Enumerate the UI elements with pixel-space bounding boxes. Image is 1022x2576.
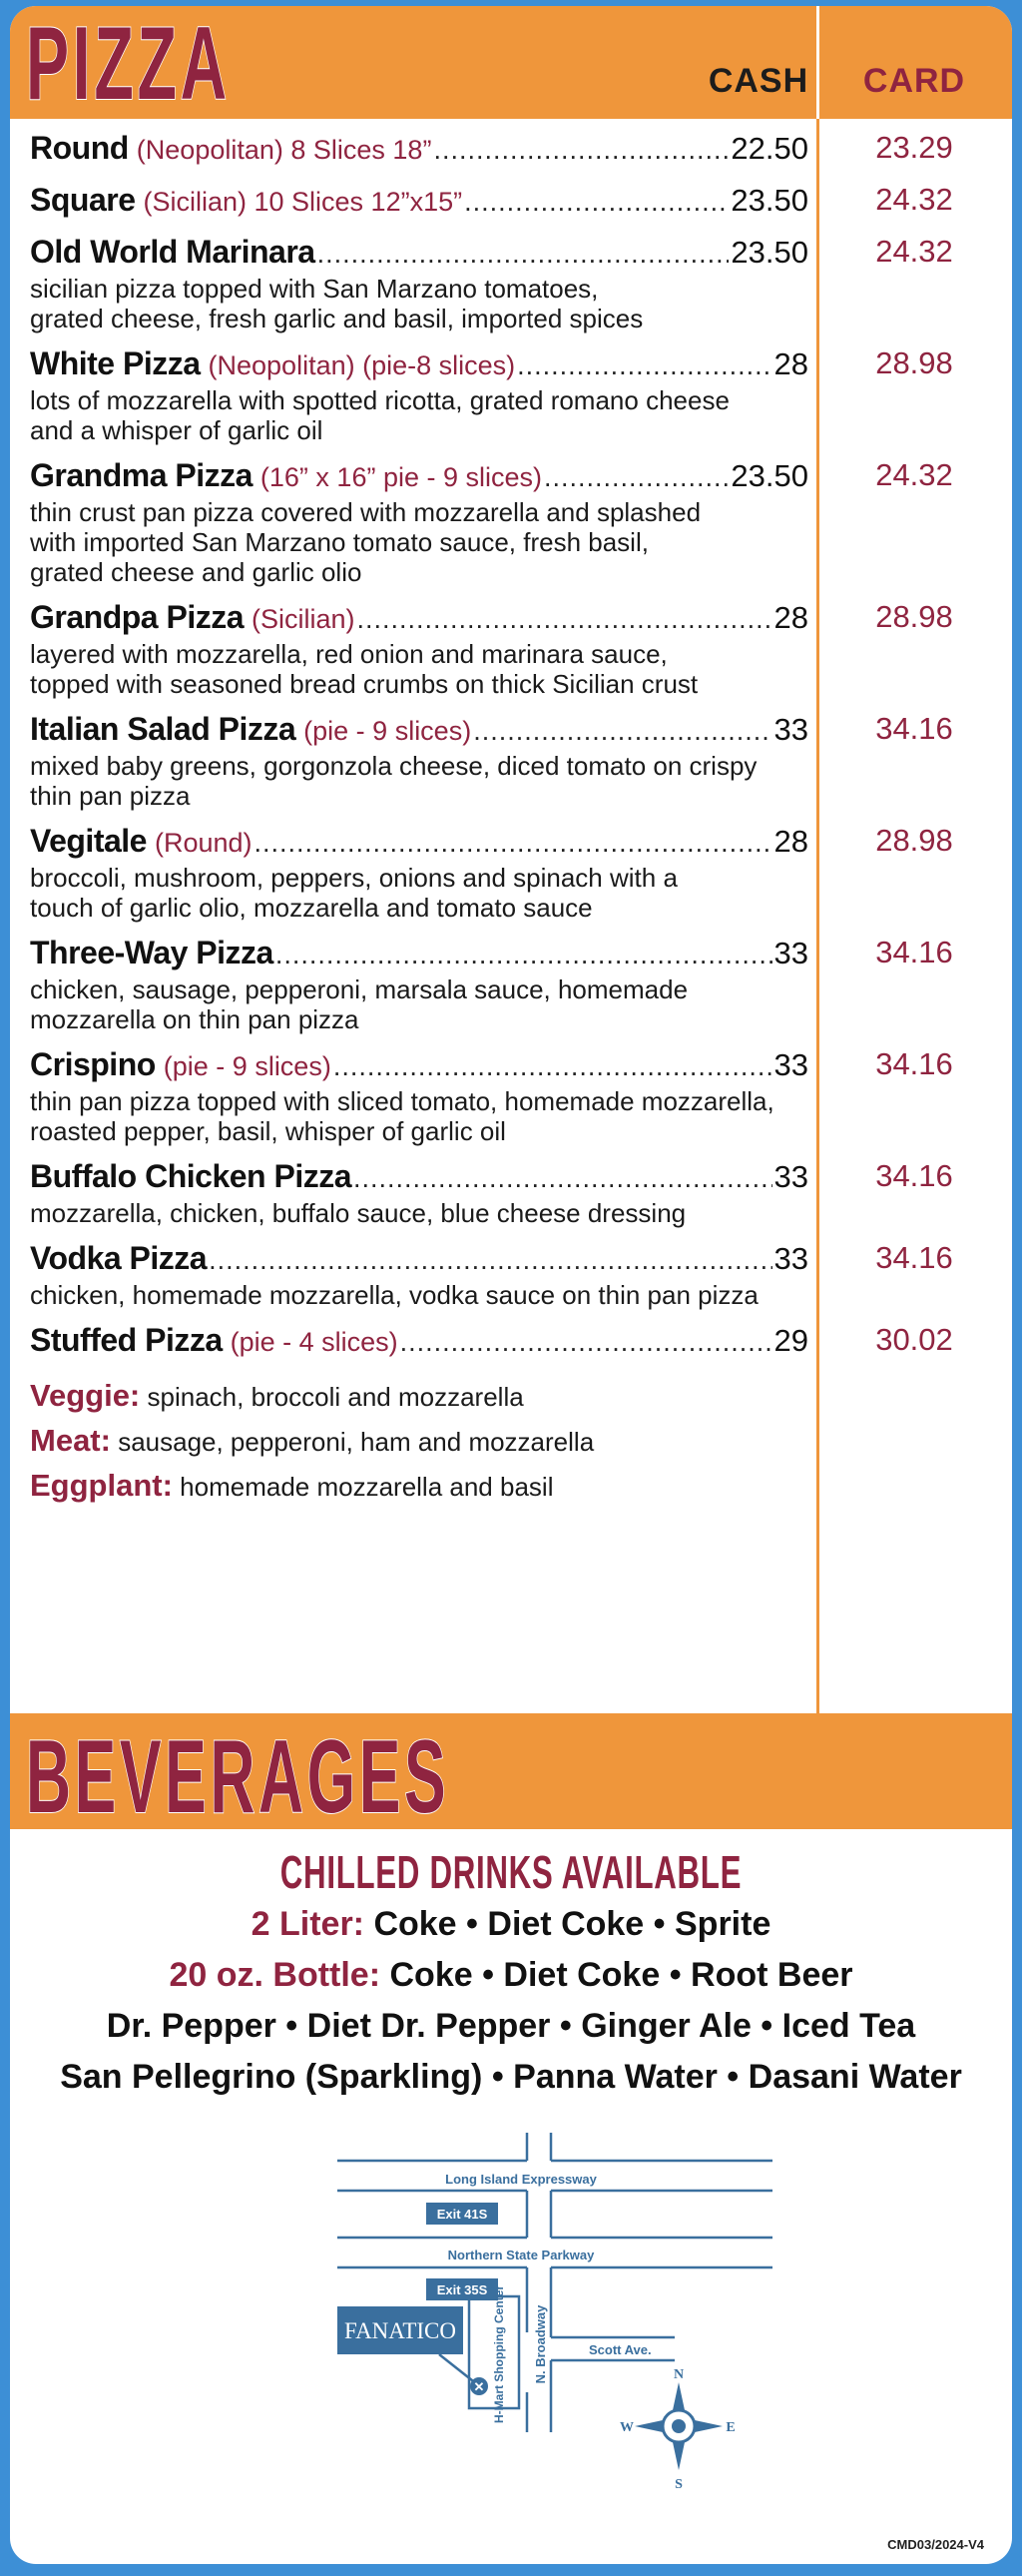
svg-text:S: S — [675, 2477, 683, 2492]
stuffed-option-label: Eggplant: — [30, 1468, 173, 1503]
column-divider — [816, 6, 819, 1713]
menu-item-note: (pie - 9 slices) — [303, 716, 472, 746]
menu-item-name: Vegitale — [30, 823, 147, 859]
menu-item — [30, 711, 953, 811]
menu-item-note: (pie - 4 slices) — [230, 1327, 398, 1357]
menu-item-description: mixed baby greens, gorgonzola cheese, diced tomato on crispy — [30, 751, 758, 781]
card-price: 34.16 — [875, 1240, 953, 1275]
dot-leader — [255, 828, 772, 859]
cash-price: 28 — [773, 824, 808, 859]
menu-item-description: lots of mozzarella with spotted ricotta, grated romano cheese — [30, 385, 730, 415]
card-price: 30.02 — [875, 1322, 953, 1357]
menu-item-description: chicken, homemade mozzarella, vodka sauce on thin pan pizza — [30, 1280, 759, 1310]
menu-item-description: touch of garlic olio, mozzarella and tomato sauce — [30, 893, 593, 923]
menu-item-description: thin pan pizza — [30, 781, 191, 811]
beverage-label-bottle: 20 oz. Bottle: — [169, 1956, 381, 1994]
cash-price: 23.50 — [731, 235, 808, 270]
menu-page — [10, 6, 1012, 2564]
cash-price: 23.50 — [731, 458, 808, 493]
beverage-line-3: Dr. Pepper • Diet Dr. Pepper • Ginger Ale • Iced Tea — [106, 2007, 916, 2045]
menu-item-line — [30, 1322, 808, 1362]
menu-item-name: Stuffed Pizza — [30, 1322, 223, 1358]
stuffed-option-label: Veggie: — [30, 1378, 141, 1413]
cash-price: 29 — [773, 1323, 808, 1358]
card-price: 23.29 — [875, 130, 953, 165]
menu-item-name: Old World Marinara — [30, 234, 315, 270]
menu-item-description: topped with seasoned bread crumbs on thick Sicilian crust — [30, 669, 699, 699]
menu-item-name: Italian Salad Pizza — [30, 711, 296, 747]
menu-item-line — [30, 935, 808, 974]
menu-item-note: (Neopolitan) (pie-8 slices) — [208, 350, 516, 380]
menu-item-line — [30, 234, 808, 274]
menu-item-line — [30, 1240, 808, 1280]
menu-item — [30, 182, 953, 222]
menu-item — [30, 599, 953, 699]
beverage-label-2-liter: 2 Liter: — [251, 1905, 364, 1943]
beverage-text-bottle: Coke • Diet Coke • Root Beer — [389, 1956, 853, 1994]
fanatico-logo: FANATICO — [343, 2318, 457, 2343]
map-street-scott: Scott Ave. — [589, 2342, 652, 2357]
stuffed-option-text: homemade mozzarella and basil — [180, 1472, 554, 1502]
menu-item-description: grated cheese, fresh garlic and basil, imported spices — [30, 304, 644, 333]
menu-item-note: (Neopolitan) 8 Slices 18” — [136, 135, 432, 165]
menu-item — [30, 1046, 953, 1146]
menu-item-description: layered with mozzarella, red onion and marinara sauce, — [30, 639, 668, 669]
menu-item-name: Buffalo Chicken Pizza — [30, 1158, 351, 1194]
menu-item — [30, 234, 953, 333]
beverages-header — [10, 1713, 1012, 1835]
cash-price: 28 — [773, 600, 808, 635]
menu-item-description: grated cheese and garlic olio — [30, 557, 362, 587]
menu-item-name: Round — [30, 130, 129, 166]
card-price: 34.16 — [875, 1046, 953, 1081]
stuffed-option — [30, 1419, 808, 1464]
beverages-subtitle: CHILLED DRINKS AVAILABLE — [279, 1846, 743, 1898]
dot-leader — [517, 350, 771, 381]
exit-35s-label: Exit 35S — [436, 2282, 488, 2297]
cash-price: 22.50 — [731, 131, 808, 166]
card-price: 28.98 — [875, 599, 953, 634]
menu-item-note: (Sicilian) 10 Slices 12”x15” — [143, 187, 463, 217]
menu-item-description: roasted pepper, basil, whisper of garlic oil — [30, 1116, 506, 1146]
beverage-line-bottle — [10, 1950, 1012, 2001]
cash-price: 33 — [773, 1241, 808, 1276]
svg-text:✕: ✕ — [473, 2379, 485, 2394]
cash-price: 23.50 — [731, 183, 808, 218]
cash-price: 33 — [773, 1159, 808, 1194]
card-price: 34.16 — [875, 1158, 953, 1193]
dot-leader — [473, 716, 771, 747]
map-mall-label: H-Mart Shopping Center — [492, 2285, 506, 2423]
card-column-header: CARD — [862, 62, 966, 100]
card-price: 24.32 — [875, 234, 953, 269]
beverage-text-2-liter: Coke • Diet Coke • Sprite — [373, 1905, 771, 1943]
card-price: 24.32 — [875, 182, 953, 217]
menu-item-description: chicken, sausage, pepperoni, marsala sauce, homemade — [30, 974, 689, 1004]
beverage-line-2-liter — [10, 1899, 1012, 1950]
menu-item-description: sicilian pizza topped with San Marzano tomatoes, — [30, 274, 599, 304]
stuffed-option — [30, 1374, 808, 1419]
beverages-list — [10, 1845, 1012, 2103]
menu-item — [30, 457, 953, 587]
menu-item-line — [30, 182, 808, 222]
map-road-nsp: Northern State Parkway — [447, 2248, 595, 2262]
menu-item-line — [30, 1046, 808, 1086]
svg-text:E: E — [726, 2420, 736, 2435]
menu-item-line — [30, 823, 808, 863]
menu-item — [30, 1322, 953, 1362]
dot-leader — [357, 604, 772, 635]
menu-item-name: Vodka Pizza — [30, 1240, 208, 1276]
menu-item-line — [30, 711, 808, 751]
menu-item-line — [30, 130, 808, 170]
card-price: 28.98 — [875, 345, 953, 380]
menu-item — [30, 1240, 953, 1310]
menu-item — [30, 345, 953, 445]
cash-price: 33 — [773, 936, 808, 970]
beverages-section-title: BEVERAGES — [26, 1719, 450, 1835]
menu-item-name: Square — [30, 182, 136, 218]
card-price: 28.98 — [875, 823, 953, 858]
dot-leader — [464, 187, 729, 218]
cash-price: 33 — [773, 1047, 808, 1082]
card-price: 34.16 — [875, 711, 953, 746]
menu-item-note: (Round) — [154, 828, 253, 858]
stuffed-option-text: sausage, pepperoni, ham and mozzarella — [118, 1427, 595, 1457]
menu-item-note: (16” x 16” pie - 9 slices) — [259, 462, 542, 492]
menu-item-note: (pie - 9 slices) — [163, 1051, 331, 1081]
pizza-item-list — [30, 130, 953, 1509]
dot-leader — [209, 1245, 771, 1276]
logo-pointer — [439, 2354, 477, 2384]
dot-leader — [544, 462, 729, 493]
beverage-line-4: San Pellegrino (Sparkling) • Panna Water • Dasani Water — [60, 2058, 962, 2096]
location-map — [309, 2133, 788, 2532]
menu-item-description: thin pan pizza topped with sliced tomato, homemade mozzarella, — [30, 1086, 774, 1116]
pizza-section-title: PIZZA — [26, 6, 231, 122]
menu-item-line — [30, 345, 808, 385]
cash-column-header: CASH — [708, 62, 809, 100]
menu-item — [30, 935, 953, 1034]
cash-price: 28 — [773, 346, 808, 381]
card-price: 24.32 — [875, 457, 953, 492]
header-column-divider — [816, 6, 819, 119]
compass-icon — [620, 2367, 736, 2492]
exit-41s-label: Exit 41S — [436, 2207, 488, 2222]
menu-item-name: Three-Way Pizza — [30, 935, 273, 970]
dot-leader — [400, 1327, 772, 1358]
dot-leader — [333, 1051, 772, 1082]
svg-text:N: N — [673, 2367, 685, 2382]
dot-leader — [353, 1163, 772, 1194]
svg-text:W: W — [620, 2420, 634, 2435]
menu-item-line — [30, 1158, 808, 1198]
menu-version-code: CMD03/2024-V4 — [887, 2537, 984, 2552]
stuffed-option-label: Meat: — [30, 1423, 111, 1458]
menu-item-description: mozzarella on thin pan pizza — [30, 1004, 359, 1034]
menu-item-description: broccoli, mushroom, peppers, onions and spinach with a — [30, 863, 678, 893]
menu-item — [30, 130, 953, 170]
stuffed-option — [30, 1464, 808, 1509]
menu-item-description: thin crust pan pizza covered with mozzarella and splashed — [30, 497, 702, 527]
dot-leader — [275, 940, 772, 970]
cash-price: 33 — [773, 712, 808, 747]
menu-item-line — [30, 457, 808, 497]
menu-item-description: mozzarella, chicken, buffalo sauce, blue cheese dressing — [30, 1198, 687, 1228]
pizza-header — [10, 6, 1012, 122]
menu-item — [30, 823, 953, 923]
menu-item-name: White Pizza — [30, 345, 201, 381]
menu-item — [30, 1158, 953, 1228]
map-road-lie: Long Island Expressway — [445, 2172, 597, 2187]
menu-item-name: Crispino — [30, 1046, 156, 1082]
menu-item-description: and a whisper of garlic oil — [30, 415, 323, 445]
stuffed-option-text: spinach, broccoli and mozzarella — [147, 1382, 524, 1412]
dot-leader — [317, 239, 730, 270]
map-street-broadway: N. Broadway — [533, 2304, 548, 2384]
menu-item-name: Grandma Pizza — [30, 457, 253, 493]
card-price: 34.16 — [875, 935, 953, 969]
menu-item-line — [30, 599, 808, 639]
menu-item-description: with imported San Marzano tomato sauce, fresh basil, — [30, 527, 649, 557]
menu-item-note: (Sicilian) — [252, 604, 355, 634]
menu-item-name: Grandpa Pizza — [30, 599, 244, 635]
dot-leader — [433, 135, 729, 166]
